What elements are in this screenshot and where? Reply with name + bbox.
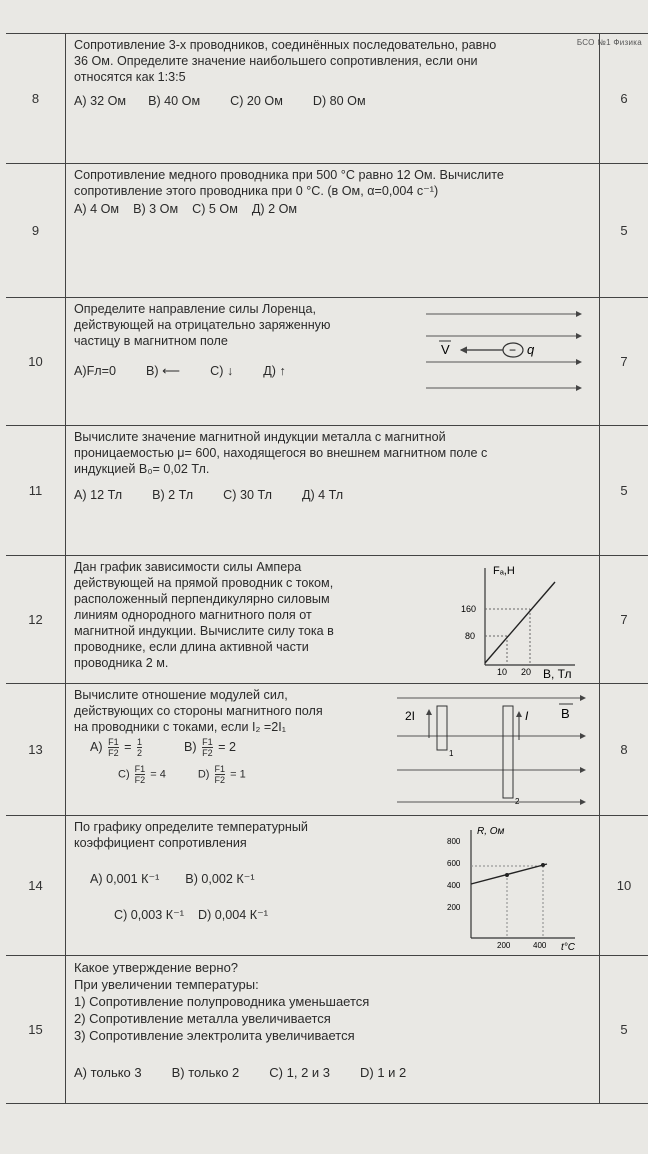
answer-option[interactable]: А)Fл=0 xyxy=(74,364,116,378)
question-row-8 xyxy=(6,34,648,164)
question-row-15 xyxy=(6,956,648,1104)
y-tick-label: 400 xyxy=(447,881,461,890)
question-row-13 xyxy=(6,684,648,816)
conductor-2 xyxy=(503,706,513,798)
y-axis-label: Fₐ,Н xyxy=(493,565,515,577)
question-body xyxy=(66,956,600,1103)
answer-option[interactable]: В) ⟵ xyxy=(146,364,181,378)
field-b-label: B xyxy=(561,706,570,721)
data-line xyxy=(471,864,547,884)
question-number: 13 xyxy=(6,684,66,815)
answer-option[interactable]: В) 3 Ом xyxy=(133,202,179,216)
question-body xyxy=(66,298,600,425)
question-points: 10 xyxy=(616,878,632,893)
question-row-12 xyxy=(6,556,648,684)
charge-label: q xyxy=(527,342,535,357)
question-body xyxy=(66,556,600,683)
answer-option[interactable]: В) только 2 xyxy=(171,1065,240,1080)
question-body xyxy=(66,34,600,163)
question-body xyxy=(66,816,600,955)
answer-option[interactable]: Д) 4 Тл xyxy=(301,488,344,502)
answer-option[interactable]: Д) ↑ xyxy=(263,364,286,378)
question-text: Сопротивление медного проводника при 500 °С равно 12 Ом. Вычислите сопротивление этого проводника при 0 °С. (в Ом, α=0,004 с⁻¹) xyxy=(74,168,504,198)
answer-option[interactable]: В) 40 Ом xyxy=(148,94,201,108)
conductor-1-label: 1 xyxy=(449,749,454,758)
x-tick-label: 200 xyxy=(497,941,511,950)
question-row-10 xyxy=(6,298,648,426)
question-row-11 xyxy=(6,426,648,556)
data-point xyxy=(505,873,509,877)
question-number: 11 xyxy=(6,426,66,555)
question-points: 5 xyxy=(620,1022,628,1037)
charge-sign: − xyxy=(509,343,517,357)
question-number: 10 xyxy=(6,298,66,425)
answer-option[interactable]: D) $\frac{F1}{F2}$ = 1 xyxy=(197,764,246,785)
answer-option[interactable]: С) 1, 2 и 3 xyxy=(269,1065,331,1080)
question-body xyxy=(66,426,600,555)
current-2-label: I xyxy=(525,709,529,723)
answer-option[interactable]: С) 30 Тл xyxy=(223,488,272,502)
x-tick-label: 10 xyxy=(497,667,508,677)
x-tick-label: 20 xyxy=(521,667,532,677)
questions-table xyxy=(6,33,648,1104)
question-points: 5 xyxy=(620,483,628,498)
question-text: Вычислите значение магнитной индукции металла с магнитной проницаемостью μ= 600, находящегося во внешнем магнитном поле с индукцией B₀= 0,02 Тл. xyxy=(74,430,488,476)
answer-option[interactable]: D) 80 Ом xyxy=(312,94,366,108)
answer-option[interactable]: D) 0,004 К⁻¹ xyxy=(197,908,268,922)
header-tag: БСО №1 Физика xyxy=(576,38,642,47)
question-text: Дан график зависимости силы Ампера действующей на прямой проводник с током, расположенный перпендикулярно силовым линиям однородного магнитного поля от магнитной индукции. Вычислите силу тока в проводнике, если длина активной части проводника 2 м. xyxy=(74,560,334,670)
question-text: Вычислите отношение модулей сил, действующих со стороны магнитного поля на проводники с токами, если I₂ =2I₁ xyxy=(74,688,323,734)
y-tick-label: 600 xyxy=(447,859,461,868)
answer-option[interactable]: А) 12 Тл xyxy=(74,488,123,502)
x-axis-label: t°C xyxy=(561,942,575,952)
question-number: 12 xyxy=(6,556,66,683)
question-body xyxy=(66,164,600,297)
answer-option[interactable]: А) 0,001 К⁻¹ xyxy=(90,872,160,886)
answer-option[interactable]: А) 4 Ом xyxy=(74,202,120,216)
question-number: 9 xyxy=(6,164,66,297)
question-number: 8 xyxy=(6,34,66,163)
answer-option[interactable]: Д) 2 Ом xyxy=(251,202,298,216)
answer-option[interactable]: А) $\frac{F1}{F2}$ = $\frac{1}{2}$ xyxy=(90,737,142,758)
answer-option[interactable]: А) 32 Ом xyxy=(74,94,127,108)
y-tick-label: 160 xyxy=(461,604,477,614)
x-axis-label: B, Тл xyxy=(543,667,572,680)
ampere-force-graph xyxy=(435,560,595,680)
answer-option[interactable]: А) только 3 xyxy=(74,1065,142,1080)
answer-option[interactable]: С) 0,003 К⁻¹ xyxy=(114,908,184,922)
answer-option[interactable]: С) ↓ xyxy=(210,364,234,378)
question-row-14 xyxy=(6,816,648,956)
answer-option[interactable]: С) 20 Ом xyxy=(230,94,283,108)
answer-option[interactable]: В) 2 Тл xyxy=(152,488,194,502)
y-axis-label: R, Ом xyxy=(477,826,505,837)
resistance-graph xyxy=(435,820,595,952)
y-tick-label: 80 xyxy=(465,631,476,641)
question-points: 8 xyxy=(620,742,628,757)
question-body xyxy=(66,684,600,815)
question-points: 5 xyxy=(620,223,628,238)
question-text: Определите направление силы Лоренца, действующей на отрицательно заряженную частицу в магнитном поле xyxy=(74,302,331,348)
answer-option[interactable]: D) 1 и 2 xyxy=(360,1065,407,1080)
question-number: 15 xyxy=(6,956,66,1103)
statement: 2) Сопротивление металла увеличивается xyxy=(74,1011,331,1026)
y-tick-label: 200 xyxy=(447,903,461,912)
conductor-2-label: 2 xyxy=(515,797,520,806)
conductors-figure xyxy=(393,688,593,808)
question-text: Сопротивление 3-х проводников, соединённых последовательно, равно 36 Ом. Определите значение наибольшего сопротивления, если они относятся как 1:3:5 xyxy=(74,38,497,84)
answer-option[interactable]: С) $\frac{F1}{F2}$ = 4 xyxy=(118,764,166,785)
statement: 1) Сопротивление полупроводника уменьшается xyxy=(74,994,370,1009)
statement: 3) Сопротивление электролита увеличивается xyxy=(74,1028,355,1043)
question-points: 7 xyxy=(620,354,628,369)
question-points: 6 xyxy=(620,91,628,106)
x-tick-label: 400 xyxy=(533,941,547,950)
current-1-label: 2I xyxy=(405,709,416,723)
question-row-9 xyxy=(6,164,648,298)
data-point xyxy=(541,863,545,867)
y-tick-label: 800 xyxy=(447,837,461,846)
question-number: 14 xyxy=(6,816,66,955)
answer-option[interactable]: С) 5 Ом xyxy=(192,202,238,216)
answer-option[interactable]: В) $\frac{F1}{F2}$ = 2 xyxy=(183,737,236,758)
data-line xyxy=(485,582,555,663)
question-text: По графику определите температурный коэффициент сопротивления xyxy=(74,820,308,850)
lorentz-figure xyxy=(421,304,591,404)
velocity-label: V xyxy=(441,342,450,357)
question-text: Какое утверждение верно? При увеличении температуры: xyxy=(74,960,259,992)
conductor-1 xyxy=(437,706,447,750)
answer-option[interactable]: В) 0,002 К⁻¹ xyxy=(185,872,255,886)
question-points: 7 xyxy=(620,612,628,627)
